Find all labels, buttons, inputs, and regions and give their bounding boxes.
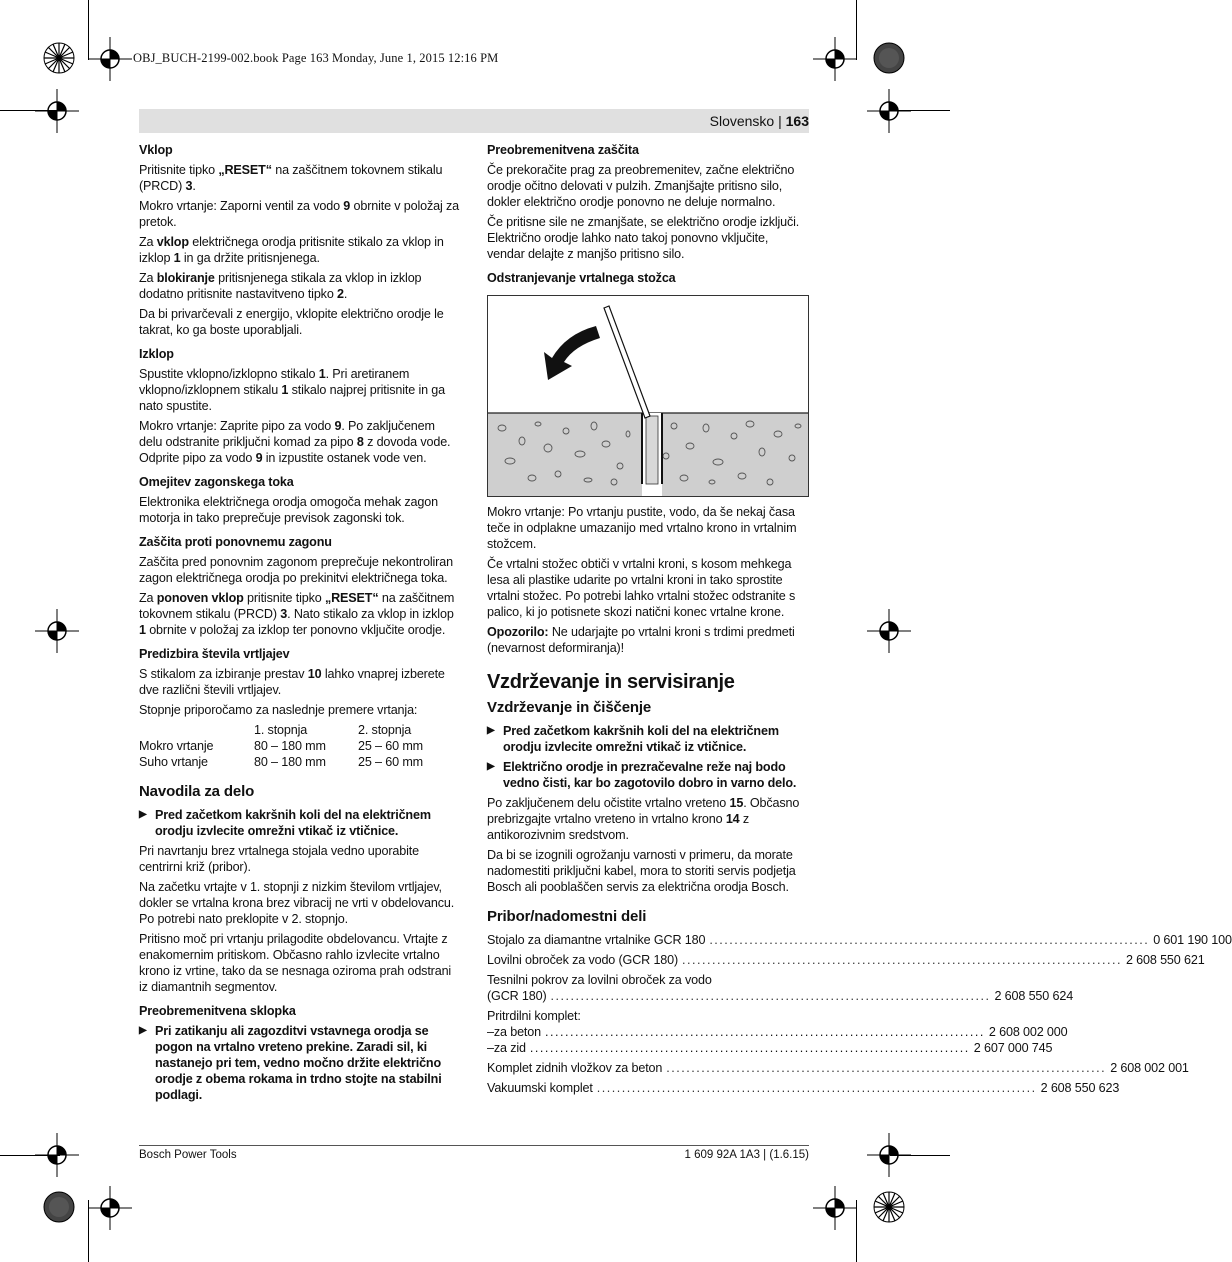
warning-item: ▶ Električno orodje in prezračevalne reže naj bodo vedno čisti, kar bo zagotovilo dobro in varno delo. (487, 760, 797, 790)
print-header: OBJ_BUCH-2199-002.book Page 163 Monday, June 1, 2015 12:16 PM (133, 51, 499, 65)
table-header (139, 722, 254, 738)
section-title-izklop: Izklop (139, 347, 174, 361)
paragraph: Na začetku vrtajte v 1. stopnji z nizkim številom vrtljajev, dokler se vrtalna krona brez vibracij ne vrti v obdelovancu. Po potrebi nato preklopite v 2. stopnjo. (139, 880, 455, 926)
crop-line (88, 0, 89, 60)
section-title-vklop: Vklop (139, 143, 173, 157)
paragraph: S stikalom za izbiranje prestav 10 lahko vnaprej izberete dve različni števili vrtljajev. (139, 667, 445, 697)
table-cell: Mokro vrtanje (139, 739, 214, 753)
right-column-bottom (487, 504, 1232, 1100)
footer-brand: Bosch Power Tools (139, 1149, 237, 1161)
curved-arrow-icon (544, 326, 600, 380)
paragraph: Da bi se izognili ogrožanju varnosti v primeru, da morate nadomestiti priključni kabel, mora to storiti servis podjetja Bosch ali pooblaščen servis za električna orodja Bosch. (487, 848, 796, 894)
registration-mark-bottom-right (813, 1186, 857, 1230)
accessory-row: Lovilni obroček za vodo (GCR 180) ........................................................................................ 2 608 550 621 (487, 953, 1205, 967)
table-cell: 25 – 60 mm (358, 739, 423, 753)
crop-line (856, 1200, 857, 1262)
starburst-mark-bottom-right (873, 1191, 905, 1223)
starburst-mark-top-left (43, 42, 75, 74)
gray-mark-bottom-left (43, 1191, 75, 1223)
table-cell: 25 – 60 mm (358, 755, 423, 769)
paragraph: Če vrtalni stožec obtiči v vrtalni kroni, s kosom mehkega lesa ali plastike udarite po vrtalni kroni in tako sprostite vrtalni stožec. Po potrebi lahko vrtalni stožec odstranite s palico, ki jo potisnete skozi natični konec vrtalne krone. (487, 557, 796, 619)
paragraph: Mokro vrtanje: Zaprite pipo za vodo 9. Po zaključenem delu odstranite priključni komad za pipo 8 z dovoda vode. Odprite pipo za vodo 9 in izpustite ostanek vode ven. (139, 419, 451, 465)
section-title-navodila: Navodila za delo (139, 783, 255, 800)
paragraph: Če pritisne sile ne zmanjšate, se električno orodje izključi. Električno orodje lahko nato takoj ponovno vključite, vendar delajte z manjšo pritisno silo. (487, 215, 800, 261)
paragraph: Spustite vklopno/izklopno stikalo 1. Pri aretiranem vklopno/izklopnem stikalu 1 stikalo najprej pritisnite in ga nato spustite. (139, 367, 446, 413)
table-header: 2. stopnja (358, 723, 412, 737)
section-title-vzdrzevanje: Vzdrževanje in servisiranje (487, 671, 735, 693)
paragraph: Mokro vrtanje: Po vrtanju pustite, vodo, da še nekaj časa teče in odplakne umazanijo med vrtalno krono in vrtalnim stožcem. (487, 505, 797, 551)
section-title-preobremenitvena-zascita: Preobremenitvena zaščita (487, 143, 639, 157)
paragraph: Elektronika električnega orodja omogoča mehak zagon motorja in tako preprečuje previsok zagonski tok. (139, 495, 438, 525)
accessory-row: Vakuumski komplet ........................................................................................ 2 608 550 623 (487, 1081, 1120, 1095)
registration-mark-left-middle (35, 609, 79, 653)
speed-table (139, 722, 461, 770)
paragraph: Opozorilo: Ne udarjajte po vrtalni kroni s trdimi predmeti (nevarnost deformiranja)! (487, 625, 795, 655)
crop-line (890, 110, 950, 111)
page-number: 163 (785, 113, 809, 129)
accessory-row: – za beton ........................................................................................ 2 608 002 000 (487, 1025, 1068, 1039)
figure-drill-core-removal (487, 295, 809, 497)
paragraph: Pri navrtanju brez vrtalnega stojala vedno uporabite centrirni križ (pribor). (139, 844, 419, 874)
accessory-row: Stojalo za diamantne vrtalnike GCR 180 ........................................................................................ 0 601 190 100 (487, 933, 1232, 947)
registration-mark-top-left (88, 37, 132, 81)
paragraph: Stopnje priporočamo za naslednje premere vrtanja: (139, 703, 418, 717)
registration-mark-bottom-left (88, 1186, 132, 1230)
paragraph: Pritisnite tipko „RESET“ na zaščitnem tokovnem stikalu (PRCD) 3. (139, 163, 443, 193)
paragraph: Za ponoven vklop pritisnite tipko „RESET“ na zaščitnem tokovnem stikalu (PRCD) 3. Nato stikalo za vklop in izklop 1 obrnite v položaj za izklop ter ponovno vključite orodje. (139, 591, 455, 637)
accessory-row: – za zid ........................................................................................ 2 607 000 745 (487, 1041, 1053, 1055)
header-separator: | (778, 113, 782, 129)
gray-mark-top-right (873, 42, 905, 74)
section-title-pribor: Pribor/nadomestni deli (487, 908, 647, 925)
accessory-row: (GCR 180) ........................................................................................ 2 608 550 624 (487, 989, 1074, 1003)
warning-triangle-icon: ▶ (487, 761, 495, 772)
paragraph: Da bi privarčevali z energijo, vklopite električno orodje le takrat, ko ga boste uporabljali. (139, 307, 444, 337)
section-title-omejitev: Omejitev zagonskega toka (139, 475, 294, 489)
section-title-odstranjevanje: Odstranjevanje vrtalnega stožca (487, 271, 676, 285)
warning-item: ▶ Pred začetkom kakršnih koli del na električnem orodju izvlecite omrežni vtikač iz vtičnice. (487, 724, 779, 754)
paragraph: Pritisno moč pri vrtanju prilagodite obdelovancu. Vrtajte z enakomernim pritiskom. Občasno rahlo izvlecite vrtalno krono iz vrtine, tako da se nesnaga oziroma prah odstrani iz diamantnih segmentov. (139, 932, 452, 994)
footer-doc-id: 1 609 92A 1A3 | (1.6.15) (684, 1149, 809, 1161)
table-cell: 80 – 180 mm (254, 755, 326, 769)
registration-mark-right-middle (867, 609, 911, 653)
crop-line (88, 1200, 89, 1262)
section-title-sklopka: Preobremenitvena sklopka (139, 1004, 296, 1018)
right-column-top (487, 142, 809, 290)
paragraph: Za blokiranje pritisnjenega stikala za vklop in izklop dodatno pritisnite nastavitveno tipko 2. (139, 271, 422, 301)
accessory-name-line: Tesnilni pokrov za lovilni obroček za vodo (487, 973, 712, 987)
running-header (710, 113, 809, 129)
registration-mark-top-right (813, 37, 857, 81)
paragraph: Za vklop električnega orodja pritisnite stikalo za vklop in izklop 1 in ga držite pritisnjenega. (139, 235, 444, 265)
warning-item: ▶ Pri zatikanju ali zagozditvi vstavnega orodja se pogon na vrtalno vreteno prekine. Zaradi sil, ki nastanejo pri tem, vedno močno držite električno orodje z obema rokama in trdno stojte na stabilni podlagi. (139, 1024, 442, 1102)
paragraph: Mokro vrtanje: Zaporni ventil za vodo 9 obrnite v položaj za pretok. (139, 199, 460, 229)
section-title-zascita: Zaščita proti ponovnemu zagonu (139, 535, 332, 549)
section-title-ciscenje: Vzdrževanje in čiščenje (487, 699, 652, 716)
table-header: 1. stopnja (254, 723, 308, 737)
warning-item: ▶ Pred začetkom kakršnih koli del na električnem orodju izvlecite omrežni vtikač iz vtičnice. (139, 808, 431, 838)
section-title-predizbira: Predizbira števila vrtljajev (139, 647, 290, 661)
crop-line (0, 1155, 60, 1156)
figure-drill-core (646, 416, 658, 484)
registration-mark-left-upper (35, 89, 79, 133)
paragraph: Če prekoračite prag za preobremenitev, začne električno orodje očitno delovati v pulzih. Zmanjšajte pritisno silo, dokler električno orodje ponovno ne deluje normalno. (487, 163, 795, 209)
warning-triangle-icon: ▶ (139, 1025, 147, 1036)
header-language: Slovensko (709, 113, 775, 129)
crop-line (856, 0, 857, 60)
warning-triangle-icon: ▶ (487, 725, 495, 736)
paragraph: Po zaključenem delu očistite vrtalno vreteno 15. Občasno prebrizgajte vrtalno vreteno in vrtalno krono 14 z antikorozivnim sredstvom. (487, 796, 800, 842)
registration-mark-right-upper (867, 89, 911, 133)
left-column (139, 142, 461, 1107)
paragraph: Zaščita pred ponovnim zagonom preprečuje nekontroliran zagon električnega orodja po prekinitvi električnega toka. (139, 555, 453, 585)
crop-line (0, 110, 60, 111)
figure-rod (604, 306, 650, 418)
warning-triangle-icon: ▶ (139, 809, 147, 820)
table-cell: Suho vrtanje (139, 755, 208, 769)
table-cell: 80 – 180 mm (254, 739, 326, 753)
accessory-row: Komplet zidnih vložkov za beton ........................................................................................ 2 608 002 001 (487, 1061, 1189, 1075)
accessory-name-line: Pritrdilni komplet: (487, 1009, 581, 1023)
footer-rule (139, 1145, 809, 1146)
header-band (139, 109, 809, 133)
crop-line (890, 1155, 950, 1156)
